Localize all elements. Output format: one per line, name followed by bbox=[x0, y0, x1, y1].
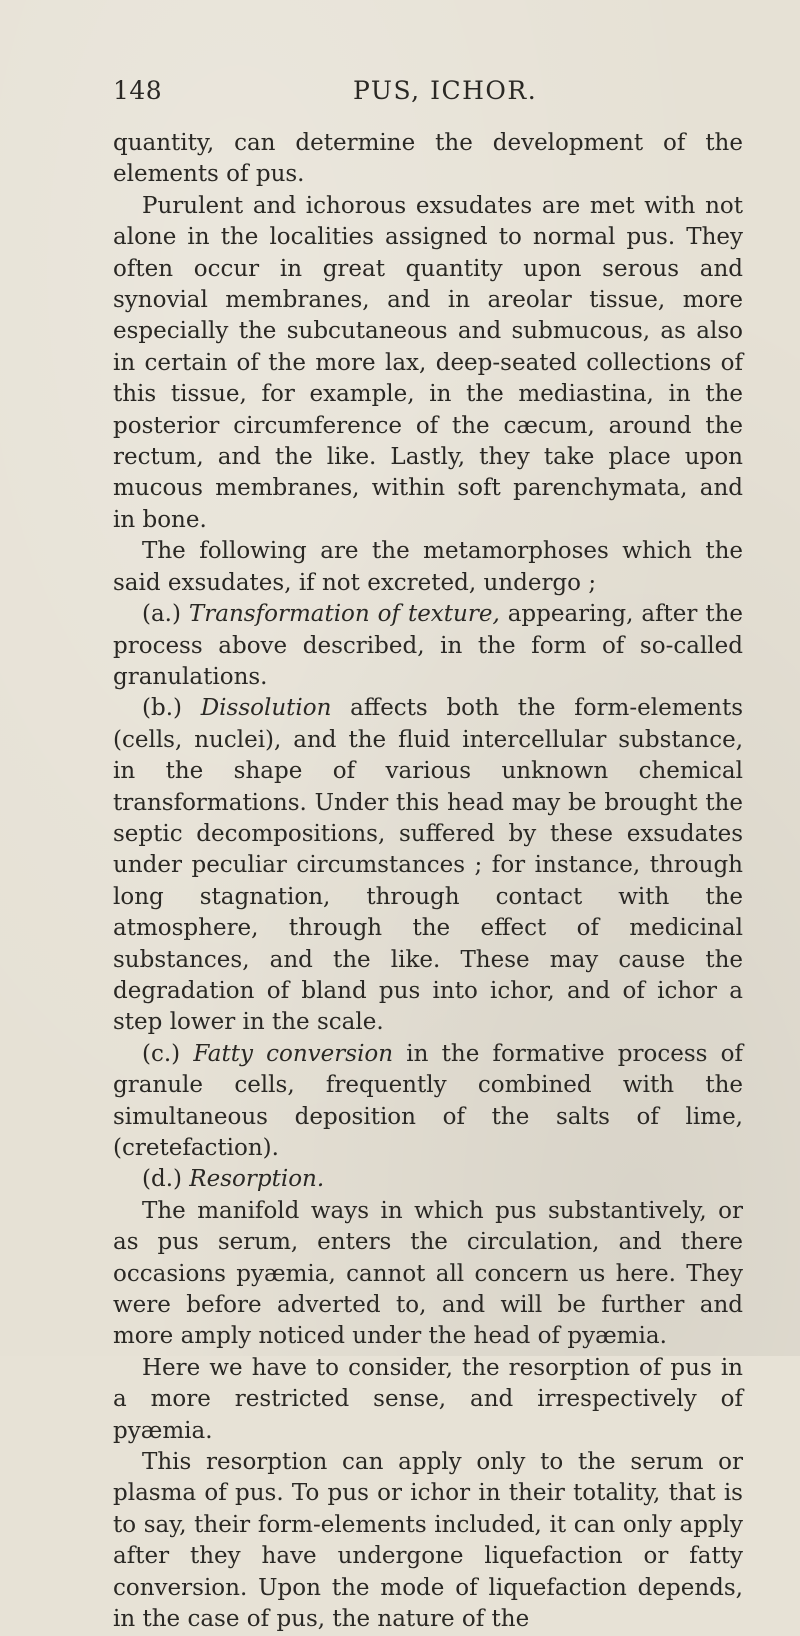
paragraph-text: Here we have to consider, the resorption of pus in a more restricted sense, and irrespectively of pyæmia. bbox=[113, 1354, 743, 1444]
list-item-c bbox=[113, 1039, 743, 1165]
list-marker: (a.) bbox=[142, 601, 181, 628]
paragraph-text: The manifold ways in which pus substantively, or as pus serum, enters the circulation, and there occasions pyæmia, cannot all concern us here. They were before adverted to, and will be further and more amply noticed under the head of pyæmia. bbox=[113, 1197, 743, 1350]
list-marker: (c.) bbox=[142, 1040, 181, 1067]
page-number: 148 bbox=[113, 76, 163, 105]
paragraph bbox=[113, 1447, 743, 1635]
list-marker: (d.) bbox=[142, 1166, 182, 1193]
list-item-b bbox=[113, 693, 743, 1038]
item-heading: Fatty conversion bbox=[193, 1040, 394, 1067]
body-text bbox=[113, 128, 743, 1636]
item-heading: Resorption. bbox=[189, 1166, 325, 1193]
paragraph-text: This resorption can apply only to the serum or plasma of pus. To pus or ichor in their totality, that is to say, their form-elements included, it can only apply after they have undergone liquefaction or fatty conversion. Upon the mode of liquefaction depends, in the case of pus, the nature of the bbox=[113, 1449, 743, 1633]
paragraph bbox=[113, 1353, 743, 1447]
paragraph bbox=[113, 1196, 743, 1353]
paragraph bbox=[113, 191, 743, 536]
item-text: affects both the form-elements (cells, nuclei), and the fluid intercellular substance, in the shape of various unknown chemical transformations. Under this head may be brought the septic decompositions, suffered by these exsudates under peculiar circumstances ; for instance, through long stagnation, through contact with the atmosphere, through the effect of medicinal substances, and the like. These may cause the degradation of bland pus into ichor, and of ichor a step lower in the scale. bbox=[113, 695, 743, 1036]
paragraph bbox=[113, 128, 743, 191]
paragraph bbox=[113, 536, 743, 599]
page-header bbox=[113, 76, 743, 112]
item-heading: Transformation of texture, bbox=[188, 601, 500, 628]
list-item-a bbox=[113, 599, 743, 693]
item-text: in the formative process of granule cells, frequently combined with the simultaneous deposition of the salts of lime, (cretefaction). bbox=[113, 1040, 744, 1161]
paragraph-text: Purulent and ichorous exsudates are met with not alone in the localities assigned to normal pus. They often occur in great quantity upon serous and synovial membranes, and in areolar tissue, more especially the subcutaneous and submucous, as also in certain of the more lax, deep-seated collections of this tissue, for example, in the mediastina, in the posterior circumference of the cæcum, around the rectum, and the like. Lastly, they take place upon mucous membranes, within soft parenchymata, and in bone. bbox=[113, 192, 743, 533]
paragraph-text: The following are the metamorphoses which the said exsudates, if not excreted, undergo ; bbox=[113, 538, 743, 596]
running-head: PUS, ICHOR. bbox=[353, 76, 538, 105]
list-marker: (b.) bbox=[142, 695, 182, 722]
item-text: appearing, after the process above described, in the form of so-called granulations. bbox=[113, 601, 743, 690]
item-heading: Dissolution bbox=[200, 695, 332, 722]
list-item-d bbox=[113, 1164, 743, 1195]
paragraph-text: quantity, can determine the development of the elements of pus. bbox=[113, 130, 743, 188]
